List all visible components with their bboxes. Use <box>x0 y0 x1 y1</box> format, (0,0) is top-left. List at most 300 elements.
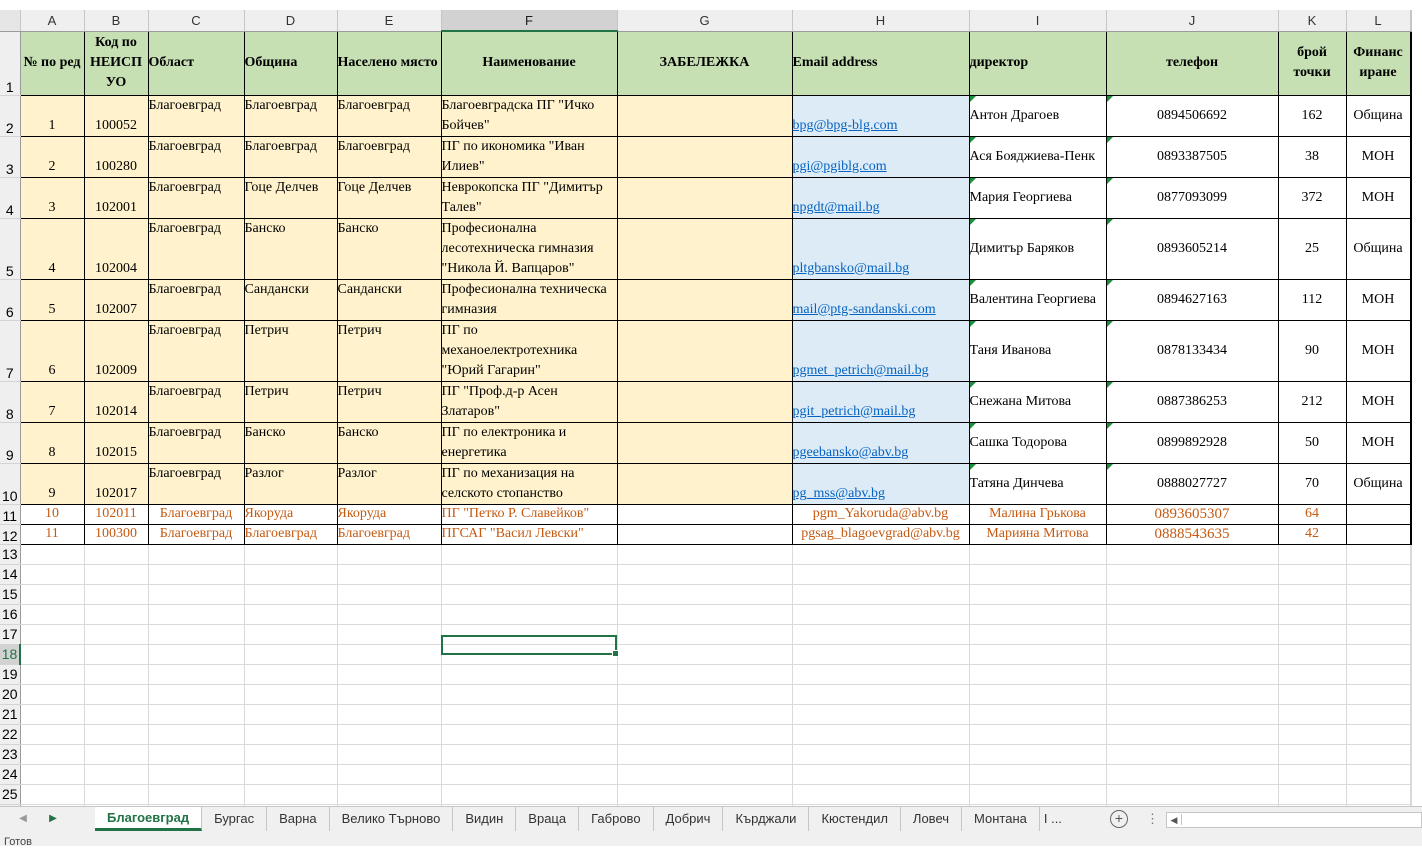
cell-email[interactable] <box>792 218 969 279</box>
sheet-tab[interactable]: Видин <box>453 807 516 831</box>
column-header-a[interactable]: A <box>20 10 84 31</box>
tab-scroll-left-icon[interactable]: ◀ <box>19 813 27 824</box>
grid-cell[interactable] <box>1410 684 1411 704</box>
cell-municipality[interactable]: Петрич <box>244 320 337 381</box>
cell-note[interactable] <box>617 95 792 136</box>
cell-settlement[interactable]: Разлог <box>337 463 441 504</box>
grid-cell[interactable] <box>1410 320 1411 381</box>
grid-cell[interactable] <box>20 784 84 804</box>
cell-region[interactable]: Благоевград <box>148 177 244 218</box>
grid-cell[interactable] <box>792 724 969 744</box>
cell-email[interactable] <box>792 136 969 177</box>
cell-no[interactable]: 5 <box>20 279 84 320</box>
grid-cell[interactable] <box>1346 684 1410 704</box>
column-header-g[interactable]: G <box>617 10 792 31</box>
cell-municipality[interactable]: Якоруда <box>244 504 337 524</box>
row-header[interactable]: 25 <box>0 784 20 804</box>
grid-cell[interactable] <box>1106 784 1278 804</box>
grid-cell[interactable] <box>337 764 441 784</box>
select-all-corner[interactable] <box>0 10 20 31</box>
email-link[interactable]: pgit_petrich@mail.bg <box>792 403 916 419</box>
sheet-tab[interactable]: Монтана <box>962 807 1040 831</box>
grid-cell[interactable] <box>617 664 792 684</box>
grid-cell[interactable] <box>1106 684 1278 704</box>
grid-cell[interactable] <box>617 684 792 704</box>
sheet-tab[interactable]: Кърджали <box>723 807 809 831</box>
grid-cell[interactable] <box>20 704 84 724</box>
grid-cell[interactable] <box>1410 704 1411 724</box>
grid-cell[interactable] <box>1106 604 1278 624</box>
cell-email[interactable] <box>792 463 969 504</box>
grid-cell[interactable] <box>244 744 337 764</box>
grid-cell[interactable] <box>1410 544 1411 564</box>
row-header[interactable]: 1 <box>0 31 20 95</box>
grid-cell[interactable] <box>1278 684 1346 704</box>
cell-no[interactable]: 6 <box>20 320 84 381</box>
cell-phone[interactable]: 0893387505 <box>1106 136 1278 177</box>
cell-region[interactable]: Благоевград <box>148 504 244 524</box>
sheet-tab[interactable]: Габрово <box>579 807 653 831</box>
cell-settlement[interactable]: Благоевград <box>337 95 441 136</box>
cell-name[interactable]: Професионална лесотехническа гимназия "Никола Й. Вапцаров" <box>441 218 617 279</box>
cell-financing[interactable] <box>1346 504 1410 524</box>
grid-cell[interactable] <box>1346 784 1410 804</box>
cell-count[interactable]: 70 <box>1278 463 1346 504</box>
grid-cell[interactable] <box>1410 279 1411 320</box>
cell-phone[interactable]: 0888543635 <box>1106 524 1278 544</box>
grid-cell[interactable] <box>1346 724 1410 744</box>
grid-cell[interactable] <box>244 644 337 664</box>
cell-name[interactable]: Професионална техническа гимназия <box>441 279 617 320</box>
cell-financing[interactable]: Община <box>1346 95 1410 136</box>
cell-director[interactable]: Татяна Динчева <box>969 463 1106 504</box>
grid-cell[interactable] <box>1278 564 1346 584</box>
cell-note[interactable] <box>617 381 792 422</box>
cell-settlement[interactable]: Сандански <box>337 279 441 320</box>
grid-cell[interactable] <box>1346 764 1410 784</box>
cell-director[interactable]: Малина Грькова <box>969 504 1106 524</box>
cell-municipality[interactable]: Благоевград <box>244 524 337 544</box>
grid-cell[interactable] <box>792 544 969 564</box>
row-header[interactable]: 9 <box>0 422 20 463</box>
cell-municipality[interactable]: Благоевград <box>244 136 337 177</box>
cell-code[interactable]: 102017 <box>84 463 148 504</box>
header-cell-region[interactable]: Област <box>148 31 244 95</box>
cell-note[interactable] <box>617 136 792 177</box>
grid-cell[interactable] <box>1278 644 1346 664</box>
cell-director[interactable]: Марияна Митова <box>969 524 1106 544</box>
cell-phone[interactable]: 0877093099 <box>1106 177 1278 218</box>
column-header-i[interactable]: I <box>969 10 1106 31</box>
cell-note[interactable] <box>617 218 792 279</box>
header-cell-note[interactable]: ЗАБЕЛЕЖКА <box>617 31 792 95</box>
more-options-icon[interactable]: ⋮ <box>1146 811 1159 826</box>
row-header[interactable]: 15 <box>0 584 20 604</box>
cell-director[interactable]: Антон Драгоев <box>969 95 1106 136</box>
cell-settlement[interactable]: Гоце Делчев <box>337 177 441 218</box>
row-header[interactable]: 7 <box>0 320 20 381</box>
grid-cell[interactable] <box>1410 218 1411 279</box>
grid-cell[interactable] <box>969 584 1106 604</box>
grid-cell[interactable] <box>969 764 1106 784</box>
cell-code[interactable]: 102004 <box>84 218 148 279</box>
grid-cell[interactable] <box>969 724 1106 744</box>
grid-cell[interactable] <box>1410 463 1411 504</box>
grid-cell[interactable] <box>84 564 148 584</box>
grid-cell[interactable] <box>441 644 617 664</box>
grid-cell[interactable] <box>1278 544 1346 564</box>
cell-phone[interactable]: 0894627163 <box>1106 279 1278 320</box>
grid-cell[interactable] <box>1278 704 1346 724</box>
cell-municipality[interactable]: Разлог <box>244 463 337 504</box>
cell-financing[interactable]: МОН <box>1346 381 1410 422</box>
grid-cell[interactable] <box>1410 381 1411 422</box>
cell-phone[interactable]: 0887386253 <box>1106 381 1278 422</box>
cell-director[interactable]: Мария Георгиева <box>969 177 1106 218</box>
grid-cell[interactable] <box>1346 744 1410 764</box>
email-link[interactable]: bpg@bpg-blg.com <box>792 117 898 133</box>
grid-cell[interactable] <box>84 704 148 724</box>
cell-financing[interactable]: МОН <box>1346 422 1410 463</box>
cell-phone[interactable]: 0893605214 <box>1106 218 1278 279</box>
grid-cell[interactable] <box>969 564 1106 584</box>
cell-settlement[interactable]: Банско <box>337 422 441 463</box>
grid-cell[interactable] <box>617 544 792 564</box>
grid-cell[interactable] <box>148 624 244 644</box>
cell-region[interactable]: Благоевград <box>148 524 244 544</box>
cell-note[interactable] <box>617 422 792 463</box>
grid-cell[interactable] <box>1346 624 1410 644</box>
grid-cell[interactable] <box>1278 624 1346 644</box>
grid-cell[interactable] <box>84 604 148 624</box>
grid-cell[interactable] <box>617 604 792 624</box>
grid-cell[interactable] <box>1278 584 1346 604</box>
cell-code[interactable]: 100052 <box>84 95 148 136</box>
cell-no[interactable]: 7 <box>20 381 84 422</box>
grid-cell[interactable] <box>969 704 1106 724</box>
grid-cell[interactable] <box>441 664 617 684</box>
grid-cell[interactable] <box>84 744 148 764</box>
grid-cell[interactable] <box>244 564 337 584</box>
grid-cell[interactable] <box>1106 644 1278 664</box>
cell-region[interactable]: Благоевград <box>148 279 244 320</box>
grid-cell[interactable] <box>1346 644 1410 664</box>
grid-cell[interactable] <box>969 684 1106 704</box>
row-header[interactable]: 24 <box>0 764 20 784</box>
grid-cell[interactable] <box>1346 544 1410 564</box>
grid-cell[interactable] <box>337 664 441 684</box>
grid-cell[interactable] <box>84 784 148 804</box>
row-header[interactable]: 18 <box>0 644 20 664</box>
header-cell-code[interactable]: Код по НЕИСП УО <box>84 31 148 95</box>
cell-count[interactable]: 50 <box>1278 422 1346 463</box>
cell-director[interactable]: Снежана Митова <box>969 381 1106 422</box>
cell-no[interactable]: 10 <box>20 504 84 524</box>
cell-name[interactable]: ПГ "Петко Р. Славейков" <box>441 504 617 524</box>
row-header[interactable]: 16 <box>0 604 20 624</box>
column-header-c[interactable]: C <box>148 10 244 31</box>
cell-phone[interactable]: 0888027727 <box>1106 463 1278 504</box>
grid-cell[interactable] <box>20 564 84 584</box>
cell-code[interactable]: 102001 <box>84 177 148 218</box>
cell-name[interactable]: ПГ по икономика "Иван Илиев" <box>441 136 617 177</box>
grid-cell[interactable] <box>148 764 244 784</box>
grid-cell[interactable] <box>1410 31 1411 95</box>
cell-region[interactable]: Благоевград <box>148 320 244 381</box>
grid-cell[interactable] <box>617 744 792 764</box>
cell-code[interactable]: 102007 <box>84 279 148 320</box>
grid-cell[interactable] <box>148 744 244 764</box>
grid-cell[interactable] <box>1410 724 1411 744</box>
grid-cell[interactable] <box>244 704 337 724</box>
grid-cell[interactable] <box>1410 644 1411 664</box>
grid-cell[interactable] <box>20 744 84 764</box>
grid-cell[interactable] <box>337 644 441 664</box>
cell-settlement[interactable]: Петрич <box>337 320 441 381</box>
cell-name[interactable]: ПГ по механизация на селското стопанство <box>441 463 617 504</box>
row-header[interactable]: 2 <box>0 95 20 136</box>
grid-cell[interactable] <box>441 724 617 744</box>
grid-cell[interactable] <box>84 544 148 564</box>
email-link[interactable]: mail@ptg-sandanski.com <box>792 301 936 317</box>
sheet-tab[interactable]: Велико Търново <box>330 807 454 831</box>
grid-cell[interactable] <box>1278 724 1346 744</box>
cell-settlement[interactable]: Петрич <box>337 381 441 422</box>
cell-no[interactable]: 2 <box>20 136 84 177</box>
grid-cell[interactable] <box>337 544 441 564</box>
cell-region[interactable]: Благоевград <box>148 218 244 279</box>
column-header-f[interactable]: F <box>441 10 617 31</box>
grid-cell[interactable] <box>244 584 337 604</box>
row-header[interactable]: 10 <box>0 463 20 504</box>
grid-cell[interactable] <box>148 784 244 804</box>
grid-cell[interactable] <box>20 684 84 704</box>
grid-cell[interactable] <box>244 624 337 644</box>
cell-code[interactable]: 102015 <box>84 422 148 463</box>
grid-cell[interactable] <box>1410 744 1411 764</box>
sheet-tab[interactable]: Враца <box>516 807 579 831</box>
grid-cell[interactable] <box>441 564 617 584</box>
row-header[interactable]: 11 <box>0 504 20 524</box>
worksheet-table[interactable] <box>0 10 1412 825</box>
column-header-h[interactable]: H <box>792 10 969 31</box>
grid-cell[interactable] <box>1278 764 1346 784</box>
grid-cell[interactable] <box>244 544 337 564</box>
row-header[interactable]: 4 <box>0 177 20 218</box>
grid-cell[interactable] <box>1410 422 1411 463</box>
grid-cell[interactable] <box>84 584 148 604</box>
cell-email[interactable] <box>792 177 969 218</box>
row-header[interactable]: 20 <box>0 684 20 704</box>
grid-cell[interactable] <box>148 584 244 604</box>
cell-municipality[interactable]: Сандански <box>244 279 337 320</box>
grid-cell[interactable] <box>20 764 84 784</box>
cell-financing[interactable]: Община <box>1346 463 1410 504</box>
cell-note[interactable] <box>617 320 792 381</box>
row-header[interactable]: 8 <box>0 381 20 422</box>
cell-code[interactable]: 100280 <box>84 136 148 177</box>
header-cell-no[interactable]: № по ред <box>20 31 84 95</box>
grid-cell[interactable] <box>792 784 969 804</box>
grid-cell[interactable] <box>148 684 244 704</box>
grid-cell[interactable] <box>148 604 244 624</box>
cell-region[interactable]: Благоевград <box>148 422 244 463</box>
cell-email[interactable]: pgm_Yakoruda@abv.bg <box>792 504 969 524</box>
cell-no[interactable]: 8 <box>20 422 84 463</box>
row-header[interactable]: 22 <box>0 724 20 744</box>
grid-cell[interactable] <box>1106 664 1278 684</box>
cell-municipality[interactable]: Банско <box>244 218 337 279</box>
grid-cell[interactable] <box>617 704 792 724</box>
row-header[interactable]: 12 <box>0 524 20 544</box>
grid-cell[interactable] <box>1410 784 1411 804</box>
grid-cell[interactable] <box>1346 564 1410 584</box>
row-header[interactable]: 21 <box>0 704 20 724</box>
grid-cell[interactable] <box>792 584 969 604</box>
column-header-k[interactable]: K <box>1278 10 1346 31</box>
grid-cell[interactable] <box>441 684 617 704</box>
grid-cell[interactable] <box>441 704 617 724</box>
cell-name[interactable]: ПГ по електроника и енергетика <box>441 422 617 463</box>
grid-cell[interactable] <box>244 784 337 804</box>
cell-phone[interactable]: 0878133434 <box>1106 320 1278 381</box>
cell-note[interactable] <box>617 279 792 320</box>
grid-cell[interactable] <box>337 744 441 764</box>
sheet-tab[interactable]: Варна <box>267 807 330 831</box>
cell-count[interactable]: 162 <box>1278 95 1346 136</box>
cell-director[interactable]: Таня Иванова <box>969 320 1106 381</box>
grid-cell[interactable] <box>337 584 441 604</box>
grid-cell[interactable] <box>1410 664 1411 684</box>
grid-cell[interactable] <box>792 564 969 584</box>
email-link[interactable]: pg_mss@abv.bg <box>792 485 885 501</box>
grid-cell[interactable] <box>1346 704 1410 724</box>
cell-note[interactable] <box>617 463 792 504</box>
grid-cell[interactable] <box>244 684 337 704</box>
cell-code[interactable]: 102009 <box>84 320 148 381</box>
cell-email[interactable]: pgsag_blagoevgrad@abv.bg <box>792 524 969 544</box>
cell-region[interactable]: Благоевград <box>148 95 244 136</box>
cell-settlement[interactable]: Якоруда <box>337 504 441 524</box>
grid-cell[interactable] <box>244 604 337 624</box>
cell-code[interactable]: 102011 <box>84 504 148 524</box>
cell-settlement[interactable]: Банско <box>337 218 441 279</box>
cell-email[interactable] <box>792 320 969 381</box>
grid-cell[interactable] <box>969 624 1106 644</box>
cell-name[interactable]: ПГСАГ "Васил Левски" <box>441 524 617 544</box>
grid-cell[interactable] <box>148 544 244 564</box>
grid-cell[interactable] <box>1106 764 1278 784</box>
grid-cell[interactable] <box>1106 584 1278 604</box>
header-cell-municipality[interactable]: Община <box>244 31 337 95</box>
grid-cell[interactable] <box>969 604 1106 624</box>
header-cell-count[interactable]: брой точки <box>1278 31 1346 95</box>
scrollbar-thumb[interactable] <box>1181 814 1418 825</box>
header-cell-phone[interactable]: телефон <box>1106 31 1278 95</box>
grid-cell[interactable] <box>617 624 792 644</box>
grid-cell[interactable] <box>148 724 244 744</box>
grid-cell[interactable] <box>1410 584 1411 604</box>
grid-cell[interactable] <box>1278 604 1346 624</box>
cell-phone[interactable]: 0899892928 <box>1106 422 1278 463</box>
cell-settlement[interactable]: Благоевград <box>337 524 441 544</box>
grid-cell[interactable] <box>244 724 337 744</box>
row-header[interactable]: 17 <box>0 624 20 644</box>
grid-cell[interactable] <box>84 664 148 684</box>
cell-director[interactable]: Валентина Георгиева <box>969 279 1106 320</box>
cell-name[interactable]: Неврокопска ПГ "Димитър Талев" <box>441 177 617 218</box>
cell-count[interactable]: 212 <box>1278 381 1346 422</box>
grid-cell[interactable] <box>1410 624 1411 644</box>
grid-cell[interactable] <box>617 584 792 604</box>
grid-cell[interactable] <box>969 544 1106 564</box>
cell-financing[interactable]: МОН <box>1346 320 1410 381</box>
grid-cell[interactable] <box>337 564 441 584</box>
tab-scroll-right-icon[interactable]: ▶ <box>49 813 57 824</box>
grid-cell[interactable] <box>244 764 337 784</box>
email-link[interactable]: npgdt@mail.bg <box>792 199 880 215</box>
grid-cell[interactable] <box>337 604 441 624</box>
grid-cell[interactable] <box>20 644 84 664</box>
cell-email[interactable] <box>792 422 969 463</box>
grid-cell[interactable] <box>617 764 792 784</box>
grid-cell[interactable] <box>969 784 1106 804</box>
grid-cell[interactable] <box>969 744 1106 764</box>
cell-municipality[interactable]: Благоевград <box>244 95 337 136</box>
horizontal-scrollbar[interactable] <box>1166 812 1422 828</box>
row-header[interactable]: 13 <box>0 544 20 564</box>
sheet-tab[interactable]: Кюстендил <box>809 807 900 831</box>
grid-cell[interactable] <box>1106 564 1278 584</box>
grid-cell[interactable] <box>244 664 337 684</box>
cell-name[interactable]: ПГ по механоелектротехника "Юрий Гагарин" <box>441 320 617 381</box>
grid-cell[interactable] <box>1410 564 1411 584</box>
column-header-e[interactable]: E <box>337 10 441 31</box>
grid-cell[interactable] <box>969 664 1106 684</box>
grid-cell[interactable] <box>84 644 148 664</box>
column-header-b[interactable]: B <box>84 10 148 31</box>
grid-cell[interactable] <box>20 624 84 644</box>
grid-cell[interactable] <box>969 644 1106 664</box>
cell-code[interactable]: 102014 <box>84 381 148 422</box>
grid-cell[interactable] <box>792 644 969 664</box>
grid-cell[interactable] <box>441 604 617 624</box>
grid-cell[interactable] <box>1278 784 1346 804</box>
grid-cell[interactable] <box>148 644 244 664</box>
grid-cell[interactable] <box>1278 744 1346 764</box>
grid-cell[interactable] <box>148 664 244 684</box>
header-cell-email[interactable]: Email address <box>792 31 969 95</box>
cell-financing[interactable] <box>1346 524 1410 544</box>
cell-director[interactable]: Димитър Баряков <box>969 218 1106 279</box>
cell-count[interactable]: 90 <box>1278 320 1346 381</box>
cell-municipality[interactable]: Гоце Делчев <box>244 177 337 218</box>
grid-cell[interactable] <box>1106 724 1278 744</box>
grid-cell[interactable] <box>337 684 441 704</box>
grid-cell[interactable] <box>1106 744 1278 764</box>
grid-cell[interactable] <box>20 664 84 684</box>
cell-count[interactable]: 372 <box>1278 177 1346 218</box>
grid-cell[interactable] <box>792 704 969 724</box>
grid-cell[interactable] <box>617 784 792 804</box>
add-sheet-icon[interactable]: + <box>1110 810 1128 828</box>
column-header-d[interactable]: D <box>244 10 337 31</box>
grid-cell[interactable] <box>441 624 617 644</box>
grid-cell[interactable] <box>1410 177 1411 218</box>
cell-code[interactable]: 100300 <box>84 524 148 544</box>
row-header[interactable]: 23 <box>0 744 20 764</box>
header-cell-director[interactable]: директор <box>969 31 1106 95</box>
